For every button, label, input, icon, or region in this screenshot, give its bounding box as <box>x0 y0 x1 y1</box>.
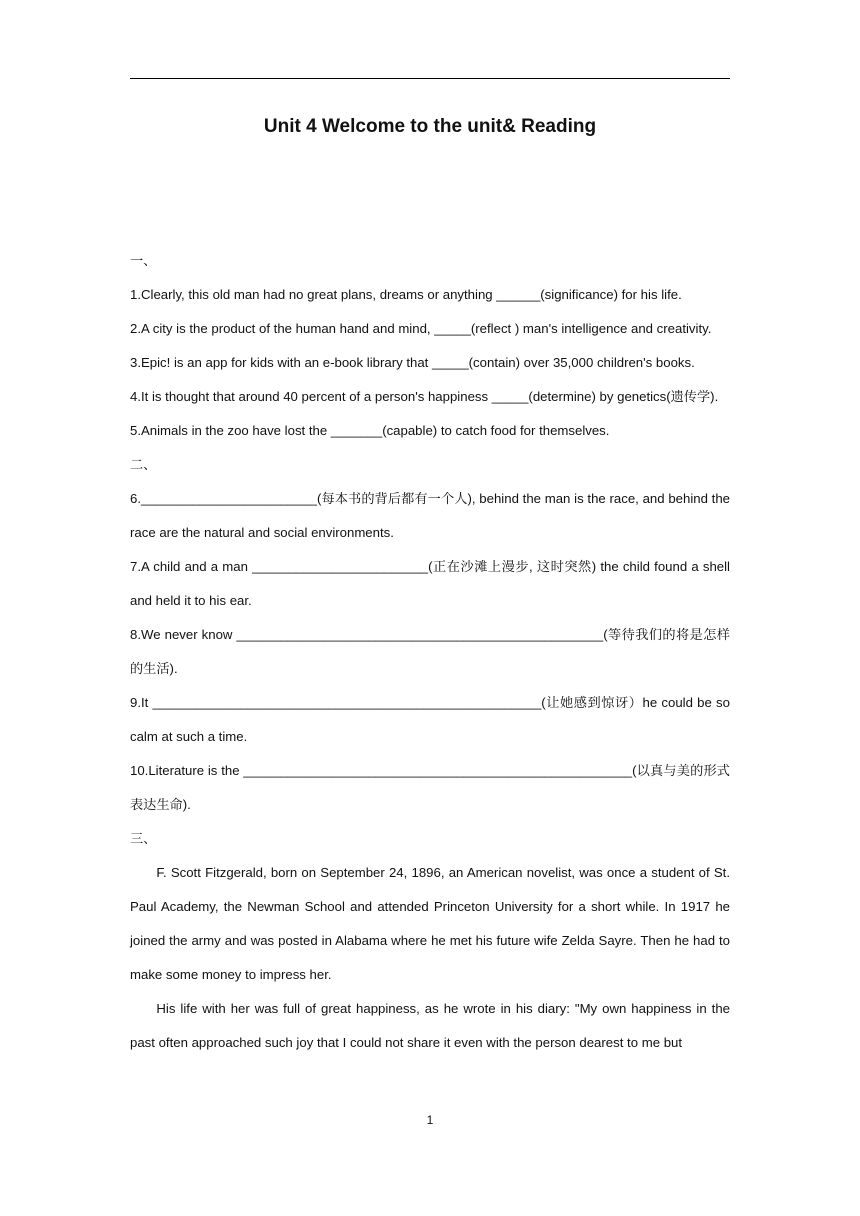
section-heading-3: 三、 <box>130 831 157 846</box>
exercise-item-2: 2.A city is the product of the human hand and mind, _____(reflect ) man's intelligence and creativity. <box>130 321 712 336</box>
exercise-item-1: 1.Clearly, this old man had no great plans, dreams or anything ______(significance) for his life. <box>130 287 682 302</box>
page-number: 1 <box>426 1113 434 1127</box>
passage-paragraph-1: F. Scott Fitzgerald, born on September 24, 1896, an American novelist, was once a student of St. Paul Academy, the Newman School and attended Princeton University for a short while. In 1917 he joined the army and was posted in Alabama where he met his future wife Zelda Sayre. Then he had to make some money to impress her. <box>130 865 730 982</box>
exercise-item-10: 10.Literature is the _____________________________________________________(以真与美的形式表达生命). <box>130 763 730 812</box>
document-body <box>130 244 730 1060</box>
exercise-item-9: 9.It _____________________________________________________(让她感到惊讶）he could be so calm at such a time. <box>130 695 730 744</box>
section-heading-2: 二、 <box>130 457 157 472</box>
section-heading-1: 一、 <box>130 253 157 268</box>
exercise-item-3: 3.Epic! is an app for kids with an e-book library that _____(contain) over 35,000 children's books. <box>130 355 695 370</box>
exercise-item-4: 4.It is thought that around 40 percent of a person's happiness _____(determine) by genetics(遗传学). <box>130 389 719 404</box>
exercise-item-7: 7.A child and a man ________________________(正在沙滩上漫步, 这时突然) the child found a shell and held it to his ear. <box>130 559 730 608</box>
header-rule <box>130 78 730 79</box>
exercise-item-8: 8.We never know __________________________________________________(等待我们的将是怎样的生活). <box>130 627 730 676</box>
page-title: Unit 4 Welcome to the unit& Reading <box>263 116 597 137</box>
exercise-item-5: 5.Animals in the zoo have lost the _______(capable) to catch food for themselves. <box>130 423 610 438</box>
passage-paragraph-2: His life with her was full of great happiness, as he wrote in his diary: "My own happiness in the past often approached such joy that I could not share it even with the person dearest to me but <box>130 1001 730 1050</box>
exercise-item-6: 6.________________________(每本书的背后都有一个人), behind the man is the race, and behind the race are the natural and social environments. <box>130 491 730 540</box>
